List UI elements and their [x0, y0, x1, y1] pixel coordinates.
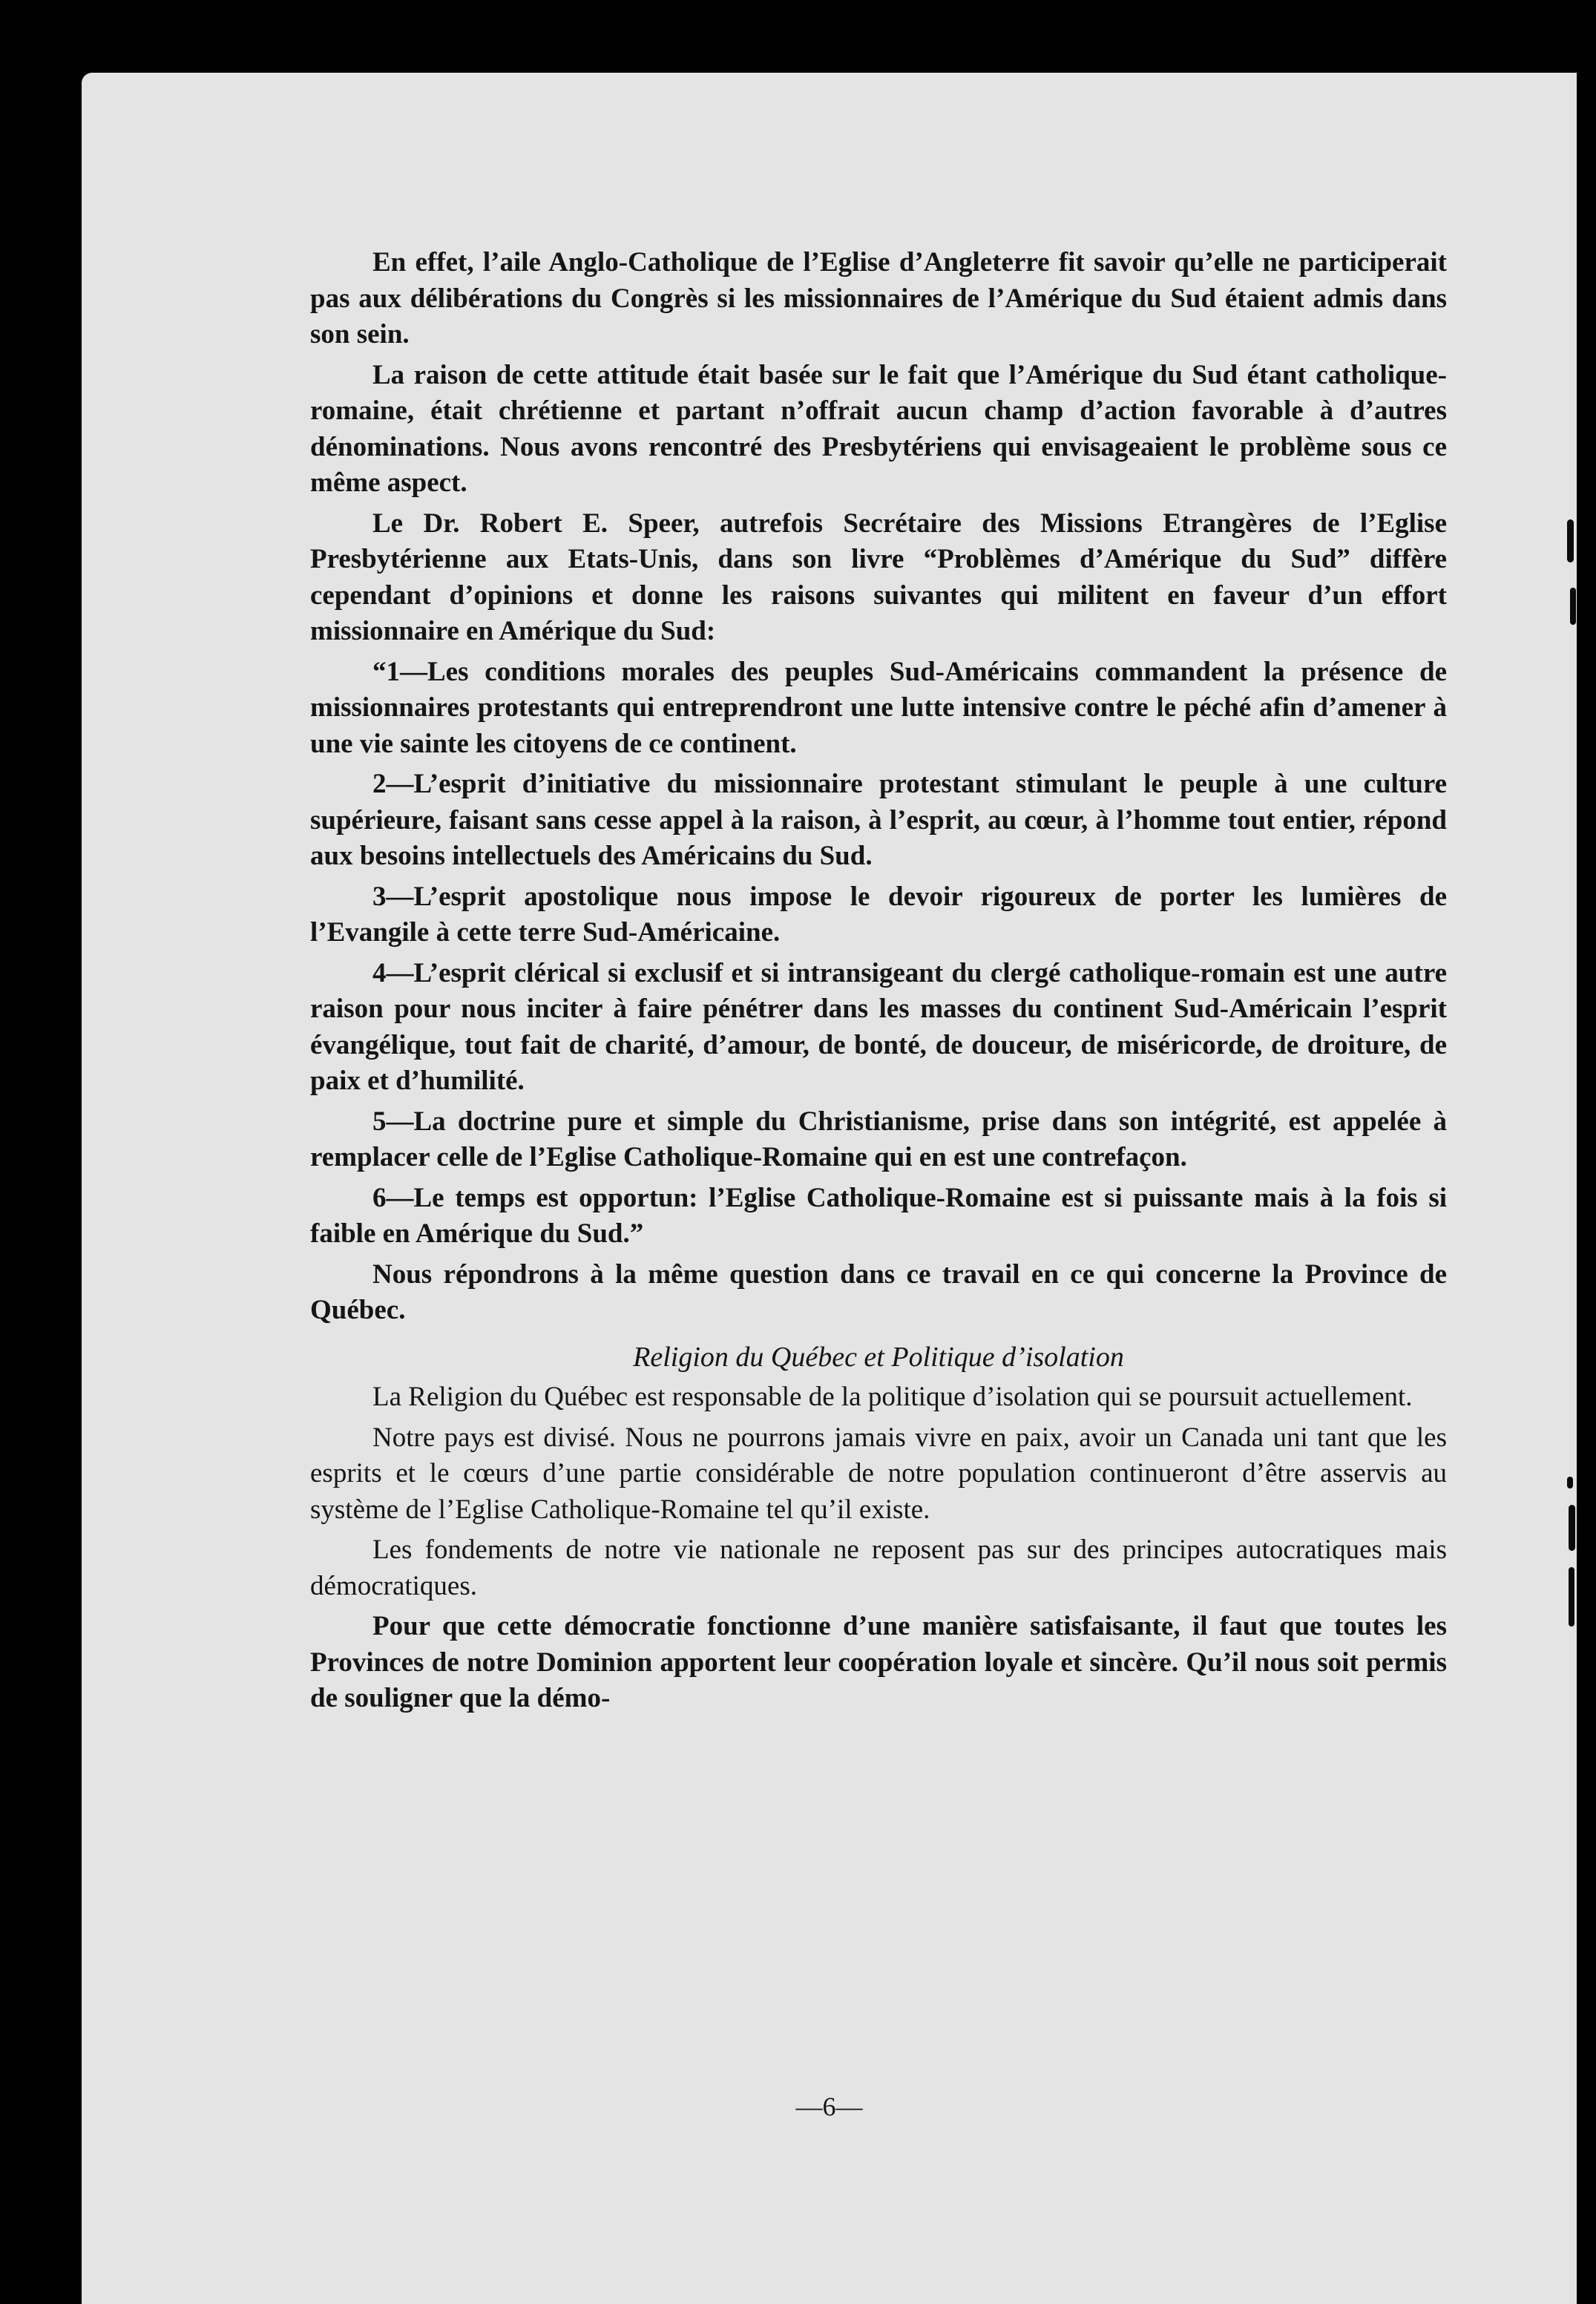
paragraph: En effet, l’aile Anglo-Catholique de l’Eglise d’Angleterre fit savoir qu’elle ne participerait pas aux délibérations du Congrès si les missionnaires de l’Amérique du Sud étaient admis dans son sein.	[310, 247, 1447, 349]
scan-mark	[1569, 1505, 1575, 1551]
document-page	[82, 73, 1577, 2304]
list-item-paragraph: 2—L’esprit d’initiative du missionnaire protestant stimulant le peuple à une culture supérieure, faisant sans cesse appel à la raison, à l’esprit, au cœur, à l’homme tout entier, répond aux besoins intellectuels des Américains du Sud.	[310, 769, 1447, 871]
paragraph: Notre pays est divisé. Nous ne pourrons jamais vivre en paix, avoir un Canada uni tant que les esprits et le cœurs d’une partie considérable de notre population continueront d’être asservis au système de l’Eglise Catholique-Romaine tel qu’il existe.	[310, 1422, 1447, 1525]
scan-mark	[1567, 519, 1574, 562]
scan-mark	[1570, 588, 1576, 625]
body-text	[310, 245, 1447, 1722]
paragraph: Pour que cette démocratie fonctionne d’une manière satisfaisante, il faut que toutes les Provinces de notre Dominion apportent leur coopération loyale et sincère. Qu’il nous soit permis de souligner que la démo-	[310, 1611, 1447, 1713]
page-number: —6—	[795, 2092, 863, 2121]
scan-mark	[1567, 1477, 1573, 1489]
list-item-paragraph: 6—Le temps est opportun: l’Eglise Catholique-Romaine est si puissante mais à la fois si faible en Amérique du Sud.”	[310, 1182, 1447, 1249]
scan-mark	[1569, 1567, 1574, 1627]
paragraph: Le Dr. Robert E. Speer, autrefois Secrétaire des Missions Etrangères de l’Eglise Presbytérienne aux Etats-Unis, dans son livre “Problèmes d’Amérique du Sud” diffère cependant d’opinions et donne les raisons suivantes qui militent en faveur d’un effort missionnaire en Amérique du Sud:	[310, 508, 1447, 646]
list-item-paragraph: “1—Les conditions morales des peuples Sud-Américains commandent la présence de missionnaires protestants qui entreprendront une lutte intensive contre le péché afin d’amener à une vie sainte les citoyens de ce continent.	[310, 656, 1447, 759]
paragraph: La raison de cette attitude était basée sur le fait que l’Amérique du Sud étant catholique-romaine, était chrétienne et partant n’offrait aucun champ d’action favorable à d’autres dénominations. Nous avons rencontré des Presbytériens qui envisageaient le problème sous ce même aspect.	[310, 359, 1447, 498]
list-item-paragraph: 5—La doctrine pure et simple du Christianisme, prise dans son intégrité, est appelée à remplacer celle de l’Eglise Catholique-Romaine qui en est une contrefaçon.	[310, 1106, 1447, 1172]
list-item-paragraph: 3—L’esprit apostolique nous impose le devoir rigoureux de porter les lumières de l’Evangile à cette terre Sud-Américaine.	[310, 881, 1447, 948]
paragraph: La Religion du Québec est responsable de la politique d’isolation qui se poursuit actuellement.	[372, 1382, 1413, 1412]
paragraph: Nous répondrons à la même question dans ce travail en ce qui concerne la Province de Québec.	[310, 1258, 1447, 1325]
list-item-paragraph: 4—L’esprit clérical si exclusif et si intransigeant du clergé catholique-romain est une autre raison pour nous inciter à faire pénétrer dans les masses du continent Sud-Américain l’esprit évangélique, tout fait de charité, d’amour, de bonté, de douceur, de miséricorde, de droiture, de paix et d’humilité.	[310, 957, 1447, 1096]
section-heading: Religion du Québec et Politique d’isolation	[633, 1341, 1124, 1373]
paragraph: Les fondements de notre vie nationale ne reposent pas sur des principes autocratiques mais démocratiques.	[310, 1535, 1447, 1601]
